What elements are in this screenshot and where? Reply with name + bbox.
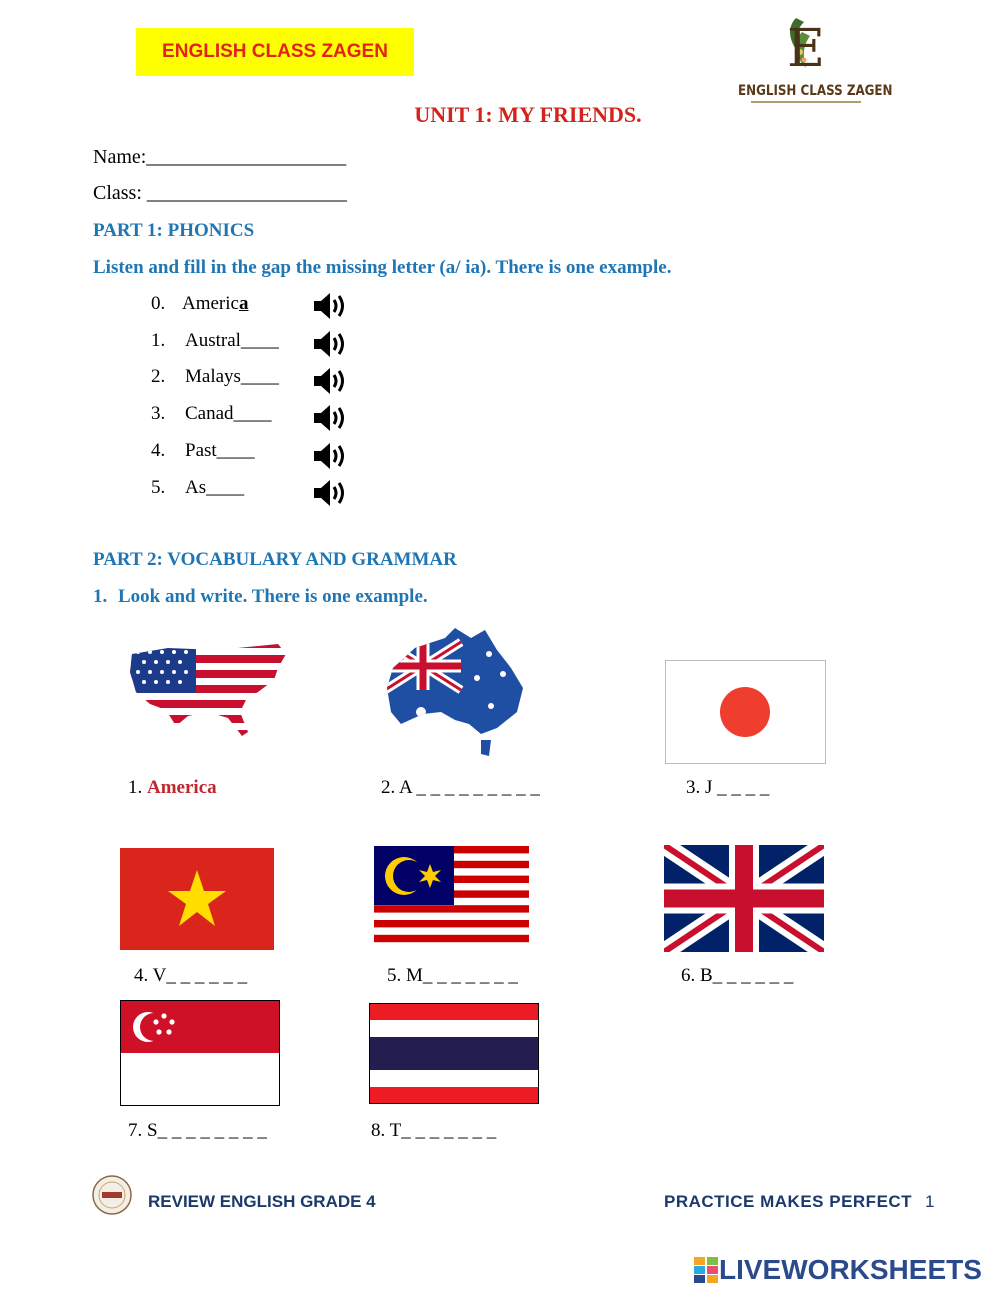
banner-text: ENGLISH CLASS ZAGEN: [162, 41, 388, 62]
part1-instruction: Listen and fill in the gap the missing letter (a/ ia). There is one example.: [93, 257, 672, 278]
phonics-item-number: 1.: [151, 330, 166, 351]
malaysia-flag-image: [374, 846, 529, 950]
australia-map-flag-image: [385, 628, 527, 760]
header-banner: [136, 28, 414, 76]
caption-1: [128, 777, 217, 799]
speaker-icon[interactable]: [312, 329, 348, 359]
example-word: [182, 293, 248, 315]
phonics-item-3[interactable]: Canad____: [185, 403, 272, 424]
usa-map-flag-image: [128, 640, 288, 740]
phonics-item-number: 4.: [151, 440, 166, 461]
phonics-item-2[interactable]: Malays____: [185, 366, 279, 387]
part1-heading: PART 1: PHONICS: [93, 220, 255, 241]
japan-flag-image: [665, 660, 826, 764]
caption-6[interactable]: 6. B_ _ _ _ _ _: [681, 965, 794, 986]
thailand-flag-image: [369, 1003, 539, 1104]
caption-2[interactable]: 2. A _ _ _ _ _ _ _ _ _: [381, 777, 540, 798]
caption-3[interactable]: 3. J _ _ _ _: [686, 777, 770, 798]
liveworksheets-brand[interactable]: [693, 1254, 982, 1286]
caption-7[interactable]: 7. S_ _ _ _ _ _ _ _: [128, 1120, 267, 1141]
speaker-icon[interactable]: [312, 478, 348, 508]
example-number: 0.: [151, 293, 166, 314]
phonics-item-4[interactable]: Past____: [185, 440, 255, 461]
phonics-item-number: 3.: [151, 403, 166, 424]
singapore-flag-image: [120, 1000, 280, 1106]
page-number: 1: [925, 1192, 935, 1211]
liveworksheets-logo-icon: [693, 1256, 719, 1284]
logo-letter: E: [787, 19, 825, 78]
phonics-item-5[interactable]: As____: [185, 477, 245, 498]
speaker-icon[interactable]: [312, 291, 348, 321]
example-answer: a: [238, 293, 249, 314]
phonics-item-number: 5.: [151, 477, 166, 498]
phonics-item-number: 2.: [151, 366, 166, 387]
part2-sub-number: 1.: [93, 586, 108, 607]
vietnam-flag-image: [120, 848, 274, 950]
caption-4[interactable]: 4. V_ _ _ _ _ _: [134, 965, 248, 986]
caption-8[interactable]: 8. T_ _ _ _ _ _ _: [371, 1120, 497, 1141]
part2-sub-text: Look and write. There is one example.: [118, 586, 428, 607]
caption-5[interactable]: 5. M_ _ _ _ _ _ _: [387, 965, 518, 986]
example-stem: Americ: [182, 293, 239, 314]
caption-1-number: 1.: [128, 777, 143, 798]
speaker-icon[interactable]: [312, 441, 348, 471]
name-field[interactable]: Name:____________________: [93, 146, 347, 168]
speaker-icon[interactable]: [312, 403, 348, 433]
page-title: UNIT 1: MY FRIENDS.: [414, 102, 642, 127]
footer-badge-icon: [92, 1175, 132, 1215]
speaker-icon[interactable]: [312, 366, 348, 396]
part2-subinstruction: [93, 586, 428, 608]
liveworksheets-text: LIVEWORKSHEETS: [719, 1254, 982, 1285]
logo: [726, 12, 893, 99]
logo-leaf-icon: [726, 12, 886, 78]
part2-heading: PART 2: VOCABULARY AND GRAMMAR: [93, 549, 457, 570]
caption-1-answer: America: [147, 777, 217, 798]
uk-flag-image: [664, 845, 824, 952]
logo-text: ENGLISH CLASS ZAGEN: [738, 83, 893, 99]
class-field[interactable]: Class: ____________________: [93, 182, 347, 204]
phonics-item-1[interactable]: Austral____: [185, 330, 279, 351]
footer-right-text: PRACTICE MAKES PERFECT: [664, 1192, 913, 1211]
footer-left-text: REVIEW ENGLISH GRADE 4: [148, 1192, 376, 1211]
